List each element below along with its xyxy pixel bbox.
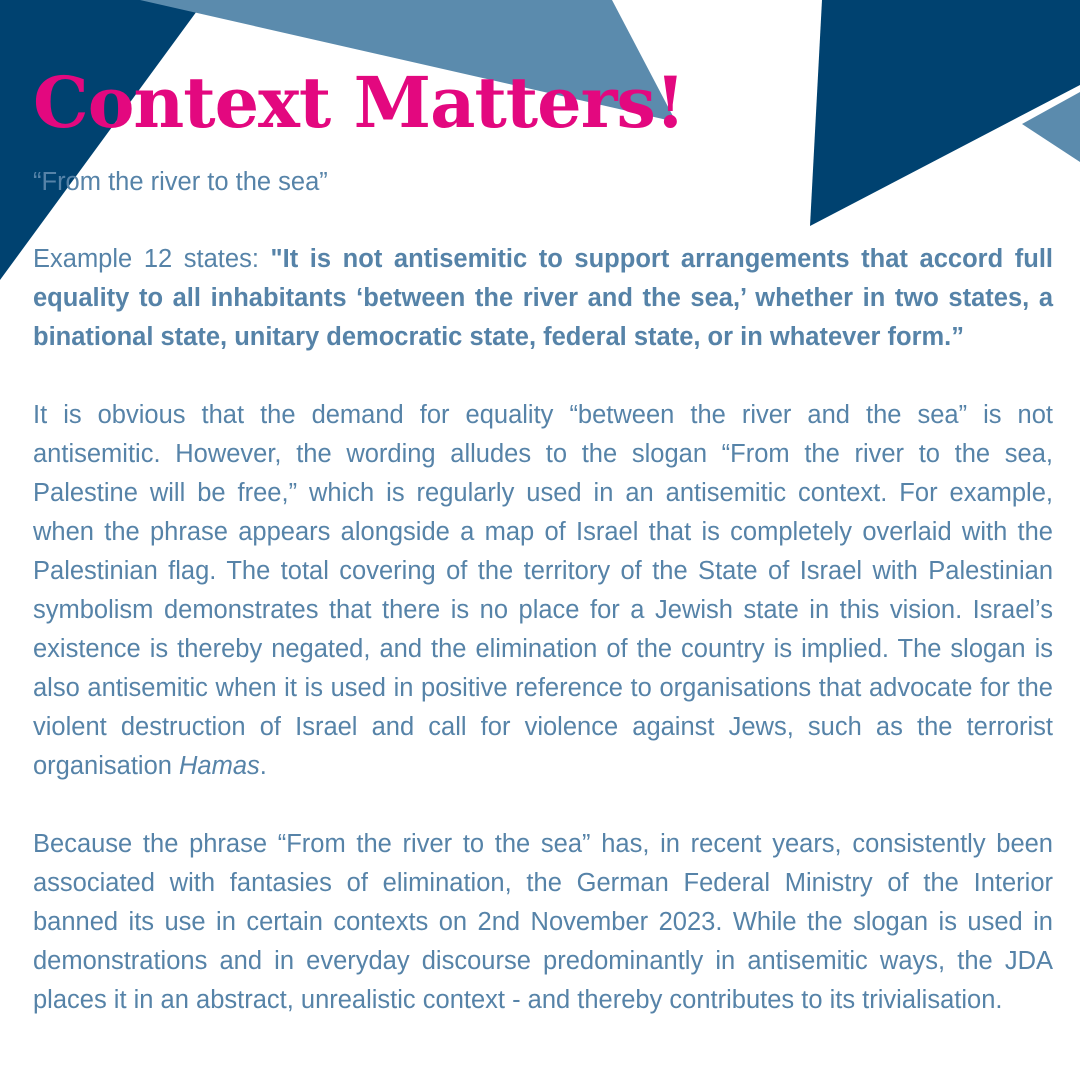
analysis-end: . — [259, 752, 267, 780]
page-title: Context Matters! — [33, 61, 685, 144]
example-quote: "It is not antisemitic to support arrangements that accord full equality to all inhabitants ‘between the river and the sea,’ whether in two states, a binational state, unitary democratic state, federal state, or in whatever form.” — [33, 245, 1053, 351]
page-subtitle: “From the river to the sea” — [33, 168, 328, 196]
top-right-dark-triangle — [810, 0, 1080, 226]
paragraph-analysis — [33, 396, 1053, 786]
example-lead: Example 12 states: — [33, 245, 271, 273]
paragraph-conclusion: Because the phrase “From the river to the sea” has, in recent years, consistently been associated with fantasies of elimination, the German Federal Ministry of the Interior banned its use in certain contexts on 2nd November 2023. While the slogan is used in demonstrations and in everyday discourse predominantly in antisemitic ways, the JDA places it in an abstract, unrealistic context - and thereby contributes to its trivialisation. — [33, 830, 1053, 1014]
hamas-emphasis: Hamas — [179, 752, 260, 780]
paragraph-example-12 — [33, 240, 1053, 357]
analysis-text: It is obvious that the demand for equality “between the river and the sea” is not antisemitic. However, the wording alludes to the slogan “From the river to the sea, Palestine will be free,” which is regularly used in an antisemitic context. For example, when the phrase appears alongside a map of Israel that is completely overlaid with the Palestinian flag. The total covering of the territory of the State of Israel with Palestinian symbolism demonstrates that there is no place for a Jewish state in this vision. Israel’s existence is thereby negated, and the elimination of the country is implied. The slogan is also antisemitic when it is used in positive reference to organisations that advocate for the violent destruction of Israel and call for violence against Jews, such as the terrorist organisation — [33, 401, 1053, 780]
